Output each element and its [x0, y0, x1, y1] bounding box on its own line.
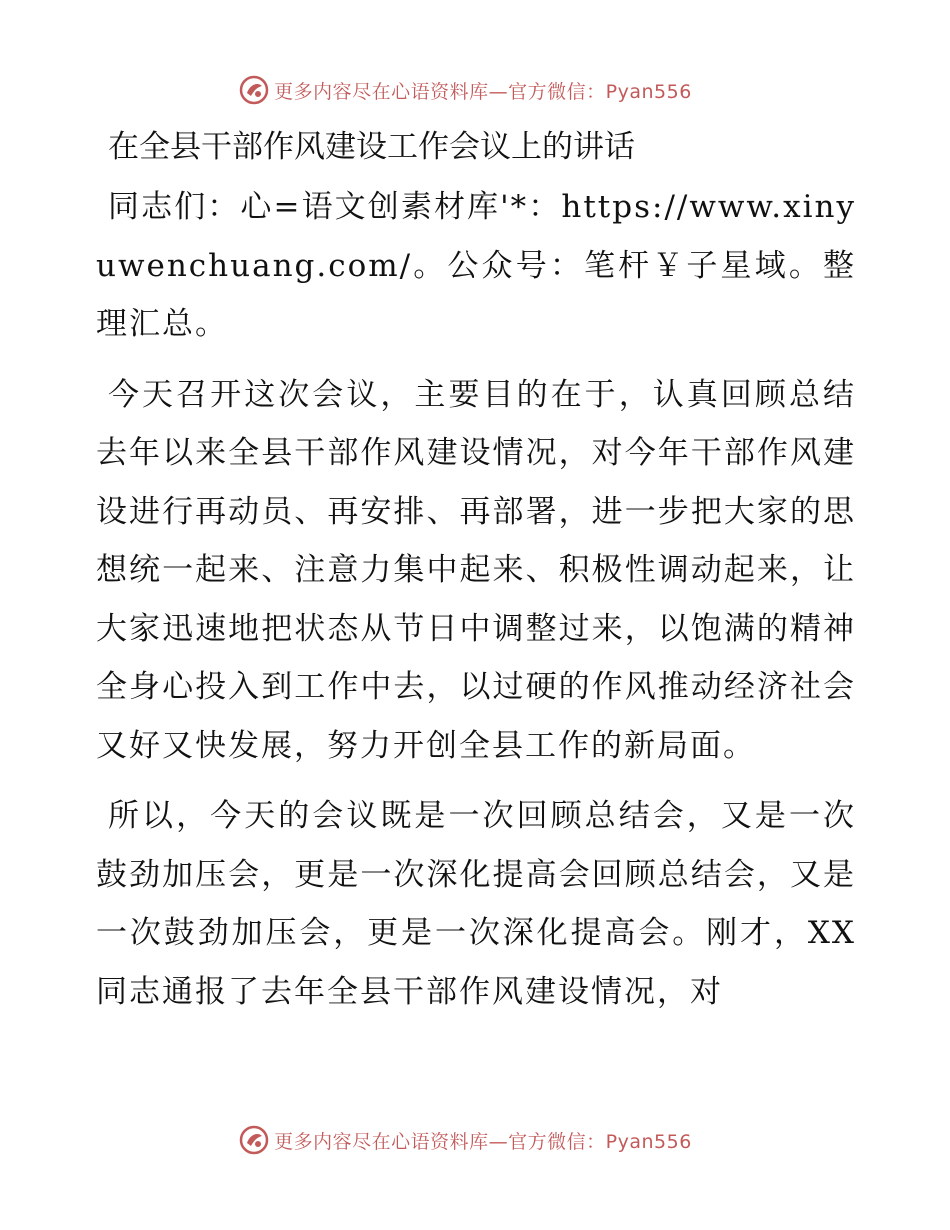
brand-logo-icon: [238, 74, 270, 106]
paragraph-2: [96, 366, 856, 776]
paragraph-1: [96, 178, 856, 354]
paragraph-text: 同志们：心=语文创素材库'*：https://www.xinyuwenchuang.com/。公众号：笔杆￥子星域。整理汇总。: [96, 189, 856, 342]
paragraph-3: [96, 787, 856, 1021]
paragraph-text: 今天召开这次会议，主要目的在于，认真回顾总结去年以来全县干部作风建设情况，对今年干部作风建设进行再动员、再安排、再部署，进一步把大家的思想统一起来、注意力集中起来、积极性调动起来，让大家迅速地把状态从节日中调整过来，以饱满的精神全身心投入到工作中去，以过硬的作风推动经济社会又好又快发展，努力开创全县工作的新局面。: [96, 376, 856, 764]
watermark-text: 更多内容尽在心语资料库—官方微信：Pyan556: [274, 80, 692, 103]
watermark-header: [0, 70, 950, 110]
document-body: [96, 118, 856, 1033]
watermark-footer: [0, 1120, 950, 1160]
watermark-text: 更多内容尽在心语资料库—官方微信：Pyan556: [274, 1130, 692, 1153]
brand-logo-icon: [238, 1124, 270, 1156]
document-title: 在全县干部作风建设工作会议上的讲话: [108, 129, 635, 165]
paragraph-text: 所以，今天的会议既是一次回顾总结会，又是一次鼓劲加压会，更是一次深化提高会回顾总结会，又是一次鼓劲加压会，更是一次深化提高会。刚才，XX同志通报了去年全县干部作风建设情况，对: [96, 798, 856, 1010]
